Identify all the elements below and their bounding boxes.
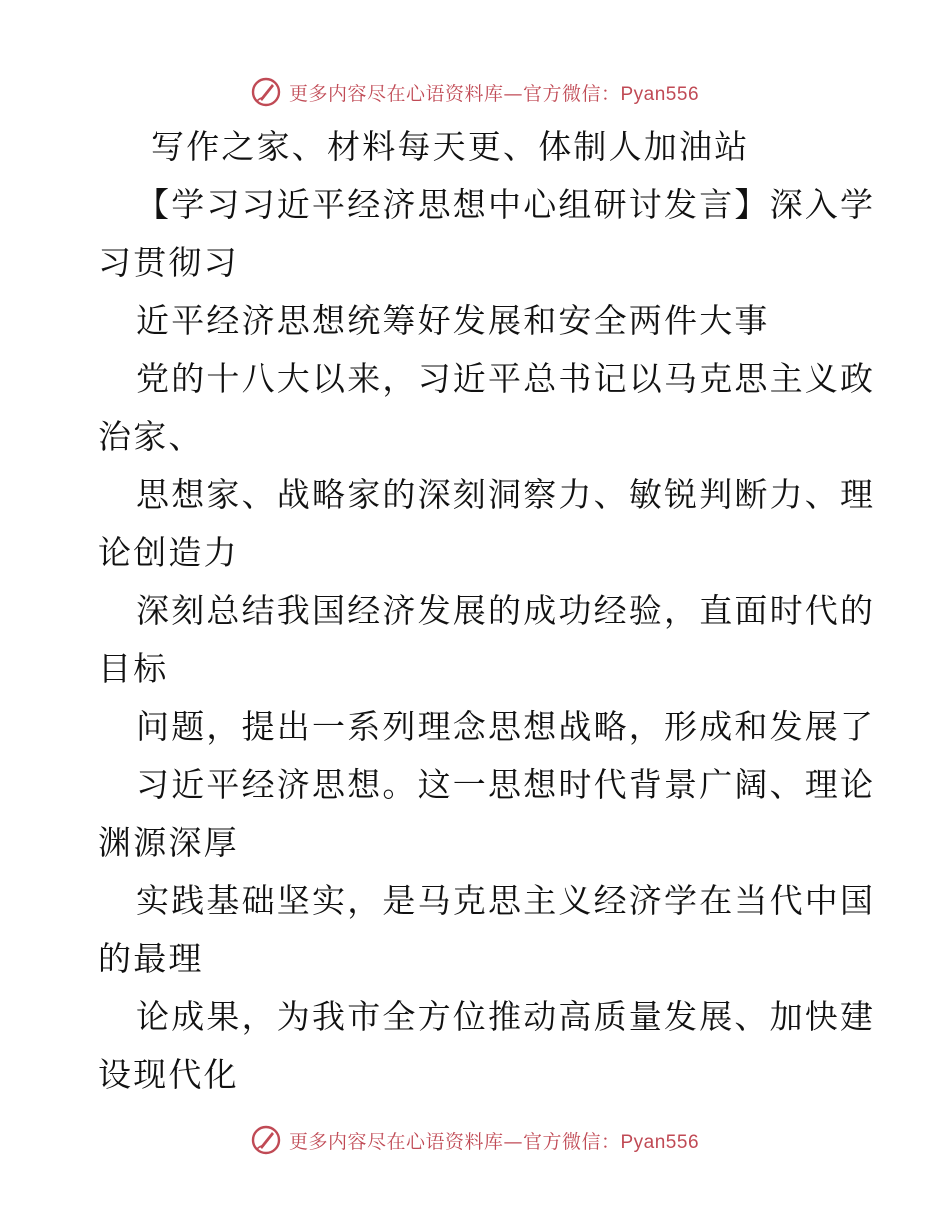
header-banner-official: 官方微信： [522,82,621,105]
doc-line-3: 习贯彻习 [98,243,239,282]
doc-line-12: 习近平经济思想。这一思想时代背景广阔、理论 [136,765,876,804]
doc-line-7: 思想家、战略家的深刻洞察力、敏锐判断力、理 [136,475,876,514]
footer-banner-account: Pyan556 [620,1131,700,1153]
doc-line-1: 写作之家、材料每天更、体制人加油站 [151,127,750,166]
doc-line-8: 论创造力 [98,533,239,572]
doc-line-14: 实践基础坚实，是马克思主义经济学在当代中国 [136,881,876,920]
doc-line-16: 论成果，为我市全方位推动高质量发展、加快建 [136,997,876,1036]
doc-line-11: 问题，提出一系列理念思想战略，形成和发展了 [136,707,876,746]
quill-logo-icon [251,77,281,107]
footer-banner-official: 官方微信： [522,1130,621,1153]
document-body [98,118,876,1104]
doc-line-4: 近平经济思想统筹好发展和安全两件大事 [136,301,770,340]
header-banner-site: 更多内容尽在心语资料库 [288,82,504,105]
doc-line-10: 目标 [98,649,169,688]
header-banner [0,72,950,112]
footer-banner-text [289,1127,699,1154]
doc-line-13: 渊源深厚 [98,823,239,862]
doc-line-2: 【学习习近平经济思想中心组研讨发言】深入学 [136,185,876,224]
doc-line-6: 治家、 [98,417,204,456]
header-banner-separator: — [503,82,523,105]
footer-banner [0,1120,950,1160]
footer-banner-separator: — [503,1130,523,1153]
doc-line-15: 的最理 [98,939,204,978]
doc-line-17: 设现代化 [98,1055,239,1094]
doc-line-9: 深刻总结我国经济发展的成功经验，直面时代的 [136,591,876,630]
footer-banner-site: 更多内容尽在心语资料库 [288,1130,504,1153]
quill-logo-icon [251,1125,281,1155]
header-banner-account: Pyan556 [620,83,700,105]
doc-line-5: 党的十八大以来，习近平总书记以马克思主义政 [136,359,876,398]
header-banner-text [289,79,699,106]
